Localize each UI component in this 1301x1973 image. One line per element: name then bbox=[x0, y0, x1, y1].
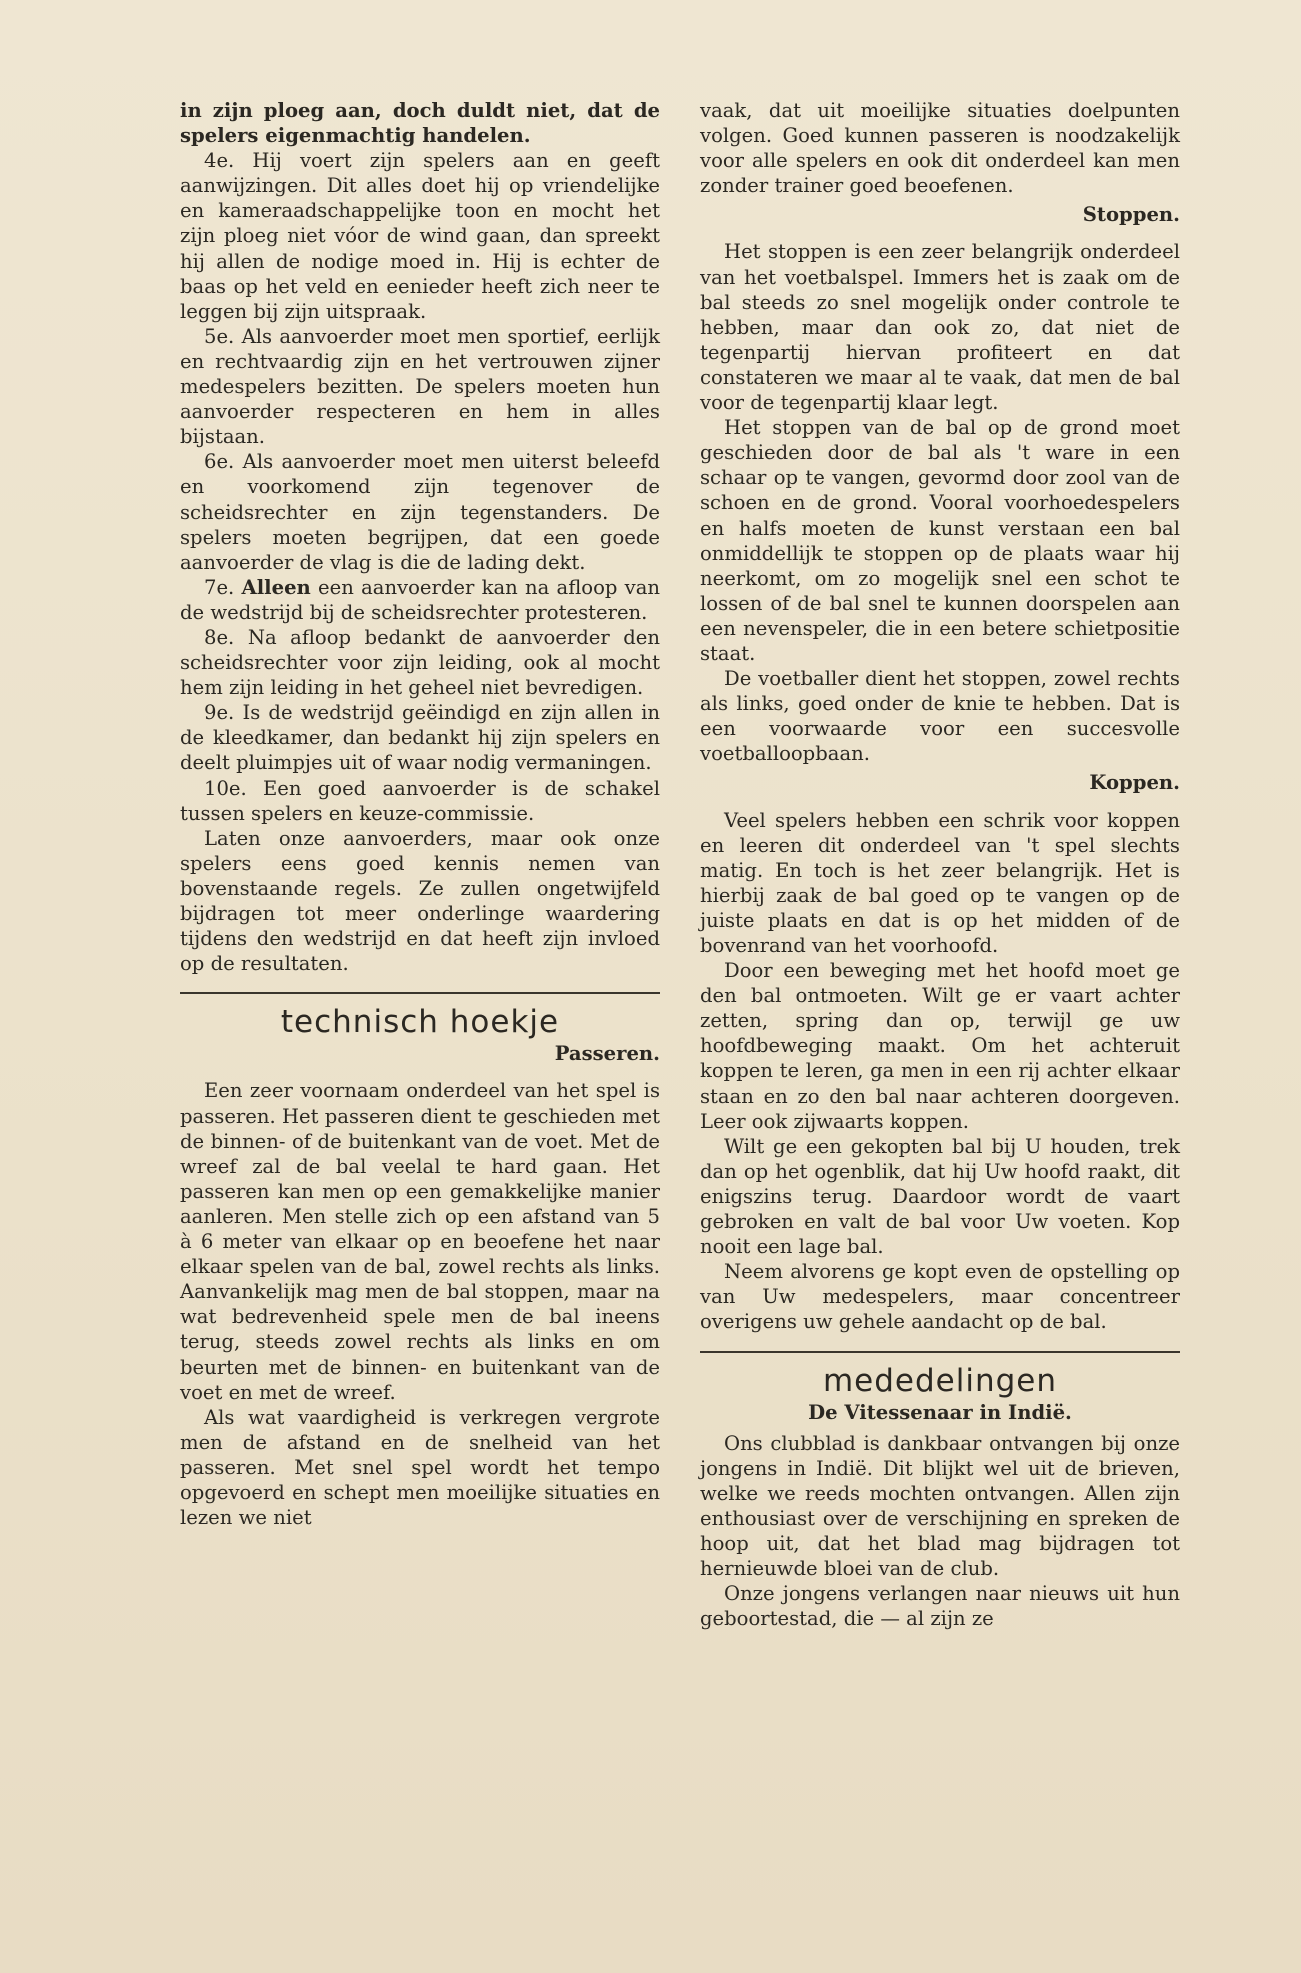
rule-text: Als aanvoerder moet men uiterst beleefd en voorkomend zijn tegenover de scheidsrechter en zijn tegenstanders. De spelers moeten begrijpen, dat een goede aanvoerder de vlag is die de lading dekt. bbox=[180, 450, 660, 574]
rule-10 bbox=[180, 776, 660, 826]
passeren-paragraph-2: Als wat vaardigheid is verkregen vergrote men de afstand en de snelheid van het passeren. Met snel spel wordt het tempo opgevoerd en schept men moeilijke situaties en lezen we niet bbox=[180, 1405, 660, 1530]
koppen-paragraph-3: Wilt ge een gekopten bal bij U houden, trek dan op het ogenblik, dat hij Uw hoofd raakt, dit enigszins terug. Daardoor wordt de vaart gebroken en valt de bal voor Uw voeten. Kop nooit een lage bal. bbox=[700, 1134, 1180, 1259]
rule-5 bbox=[180, 324, 660, 449]
section-title-technisch-hoekje: technisch hoekje bbox=[280, 1004, 560, 1041]
left-column bbox=[180, 98, 660, 1530]
subheading-stoppen: Stoppen. bbox=[1082, 203, 1180, 227]
stoppen-paragraph-1: Het stoppen is een zeer belangrijk onderdeel van het voetbalspel. Immers het is zaak om de bal steeds zo snel mogelijk onder controle te hebben, maar dan ook zo, dat niet de tegenpartij hiervan profiteert en dat constateren we maar al te vaak, dat men de bal voor de tegenpartij klaar legt. bbox=[700, 240, 1180, 415]
intro-paragraph: in zijn ploeg aan, doch duldt niet, dat de spelers eigenmachtig handelen. bbox=[180, 99, 660, 148]
section-divider bbox=[700, 1351, 1180, 1353]
subheading-passeren: Passeren. bbox=[554, 1042, 660, 1066]
rule-9 bbox=[180, 700, 660, 775]
closing-paragraph: Laten onze aanvoerders, maar ook onze spelers eens goed kennis nemen van bovenstaande regels. Ze zullen ongetwijfeld bijdragen tot meer onderlinge waardering tijdens den wedstrijd en dat heeft zijn invloed op de resultaten. bbox=[180, 826, 660, 976]
passeren-paragraph-1: Een zeer voornaam onderdeel van het spel is passeren. Het passeren dient te geschieden met de binnen- of de buitenkant van de voet. Met de wreef zal de bal veelal te hard gaan. Het passeren kan men op een gemakkelijke manier aanleren. Men stelle zich op een afstand van 5 à 6 meter van elkaar op en beoefene het naar elkaar spelen van de bal, zowel rechts als links. Aanvankelijk mag men de bal stoppen, maar na wat bedrevenheid spele men de bal ineens terug, steeds zowel rechts als links en om beurten met de binnen- en buitenkant van de voet en met de wreef. bbox=[180, 1079, 660, 1404]
rule-label: 4e. bbox=[204, 149, 235, 173]
rule-text: Als aanvoerder moet men sportief, eerlijk en rechtvaardig zijn en het vertrouwen zijner medespelers bezitten. De spelers moeten hun aanvoerder respecteren en hem in alles bijstaan. bbox=[180, 324, 660, 449]
section-divider bbox=[180, 992, 660, 994]
koppen-paragraph-4: Neem alvorens ge kopt even de opstelling op van Uw medespelers, maar concentreer overigens uw gehele aandacht op de bal. bbox=[700, 1260, 1180, 1334]
rule-text: een aanvoerder kan na afloop van de wedstrijd bij de scheidsrechter protesteren. bbox=[180, 575, 661, 624]
rule-8 bbox=[180, 625, 660, 700]
rule-label: 6e. bbox=[204, 450, 235, 474]
koppen-paragraph-2: Door een beweging met het hoofd moet ge den bal ontmoeten. Wilt ge er vaart achter zetten, spring dan op, terwijl ge uw hoofdbeweging maakt. Om het achteruit koppen te leren, ga men in een rij achter elkaar staan en zo den bal naar achteren doorgeven. Leer ook zijwaarts koppen. bbox=[700, 959, 1180, 1133]
stoppen-paragraph-2: Het stoppen van de bal op de grond moet geschieden door de bal als 't ware in een schaar op te vangen, gevormd door zool van de schoen en de grond. Vooral voorhoedespelers en halfs moeten de kunst verstaan een bal onmiddellijk te stoppen op de plaats waar hij neerkomt, om zo mogelijk snel een schot te lossen of de bal snel te kunnen doorspelen aan een nevenspeler, die in een betere schietpositie staat. bbox=[700, 416, 1180, 665]
section-title-mededelingen: mededelingen bbox=[822, 1362, 1058, 1399]
koppen-paragraph-1: Veel spelers hebben een schrik voor koppen en leeren dit onderdeel van 't spel slechts matig. En toch is het zeer belangrijk. Het is hierbij zaak de bal goed op te vangen op de juiste plaats en dat is op het midden of de bovenrand van het voorhoofd. bbox=[700, 808, 1180, 957]
rule-7 bbox=[180, 575, 660, 625]
rule-text: Is de wedstrijd geëindigd en zijn allen in de kleedkamer, dan bedankt hij zijn spelers en deelt pluimpjes uit of waar nodig vermaningen. bbox=[180, 701, 660, 775]
indie-paragraph-2: Onze jongens verlangen naar nieuws uit hun geboortestad, die — al zijn ze bbox=[700, 1582, 1180, 1631]
rule-emphasis: Alleen bbox=[241, 575, 311, 599]
subheading-koppen: Koppen. bbox=[1089, 771, 1180, 795]
rule-text: Een goed aanvoerder is de schakel tussen spelers en keuze-commissie. bbox=[180, 776, 660, 825]
indie-paragraph-1: Ons clubblad is dankbaar ontvangen bij onze jongens in Indië. Dit blijkt wel uit de brieven, welke we reeds mochten ontvangen. Allen zijn enthousiast over de verschijning en spreken de hoop uit, dat het blad mag bijdragen tot hernieuwde bloei van de club. bbox=[700, 1431, 1180, 1581]
rule-6 bbox=[180, 449, 660, 574]
rule-text: Hij voert zijn spelers aan en geeft aanwijzingen. Dit alles doet hij op vriendelijke en kameraadschappelijke toon en mocht het zijn ploeg niet vóor de wind gaan, dan spreekt hij allen de nodige moed in. Hij is echter de baas op het veld en eenieder heeft zich neer te leggen bij zijn uitspraak. bbox=[180, 149, 660, 323]
subheading-vitessenaar-in-indie: De Vitessenaar in Indië. bbox=[808, 1400, 1072, 1424]
right-column bbox=[700, 98, 1180, 1631]
rule-label: 10e. bbox=[204, 776, 247, 800]
rule-label: 7e. bbox=[204, 575, 235, 599]
rule-label: 5e. bbox=[204, 324, 235, 348]
rule-text: Na afloop bedankt de aanvoerder den scheidsrechter voor zijn leiding, ook al mocht hem zijn leiding in het geheel niet bevredigen. bbox=[180, 625, 660, 700]
passeren-continuation: vaak, dat uit moeilijke situaties doelpunten volgen. Goed kunnen passeren is noodzakelijk voor alle spelers en ook dit onderdeel kan men zonder trainer goed beoefenen. bbox=[700, 99, 1180, 198]
rule-label: 8e. bbox=[204, 625, 235, 649]
rule-label: 9e. bbox=[204, 701, 235, 725]
stoppen-paragraph-3: De voetballer dient het stoppen, zowel rechts als links, goed onder de knie te hebben. Dat is een voorwaarde voor een succesvolle voetballoopbaan. bbox=[700, 667, 1180, 766]
rule-4 bbox=[180, 148, 660, 324]
